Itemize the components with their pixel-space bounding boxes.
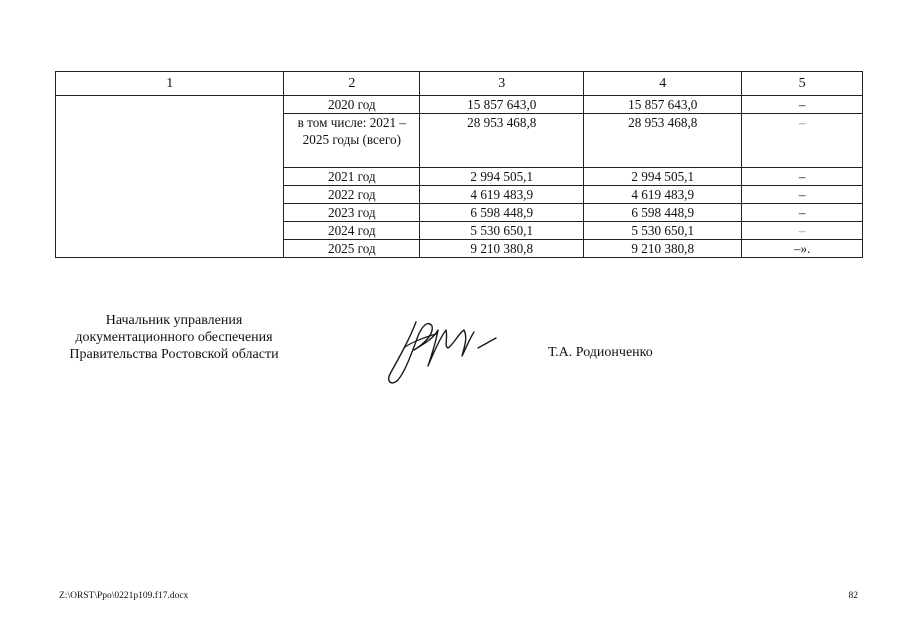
header-cell-3: 3 (420, 72, 584, 96)
table-row (56, 96, 863, 114)
value-cell: 28 953 468,8 (420, 114, 584, 168)
year-cell: в том числе: 2021 – 2025 годы (всего) (284, 114, 420, 168)
handwritten-signature (378, 308, 508, 388)
signer-name: Т.А. Родионченко (548, 345, 653, 360)
value-cell: 2 994 505,1 (584, 168, 742, 186)
header-cell-2: 2 (284, 72, 420, 96)
value-cell: 4 619 483,9 (420, 186, 584, 204)
value-cell: 6 598 448,9 (420, 204, 584, 222)
year-cell: 2021 год (284, 168, 420, 186)
header-cell-4: 4 (584, 72, 742, 96)
page-number: 82 (848, 591, 858, 601)
position-line: документационного обеспечения (75, 330, 273, 345)
value-cell: 28 953 468,8 (584, 114, 742, 168)
year-cell: 2025 год (284, 240, 420, 258)
value-cell: 9 210 380,8 (420, 240, 584, 258)
header-cell-1: 1 (56, 72, 284, 96)
dash-cell: – (742, 204, 863, 222)
value-cell: 9 210 380,8 (584, 240, 742, 258)
header-cell-5: 5 (742, 72, 863, 96)
dash-cell: – (742, 186, 863, 204)
year-cell: 2022 год (284, 186, 420, 204)
year-cell: 2020 год (284, 96, 420, 114)
value-cell: 6 598 448,9 (584, 204, 742, 222)
value-cell: 15 857 643,0 (420, 96, 584, 114)
table-header-row (56, 72, 863, 96)
signer-position (59, 312, 289, 363)
footer-file-path: Z:\ORST\Ppo\0221p109.f17.docx (59, 591, 189, 601)
year-cell: 2024 год (284, 222, 420, 240)
year-cell: 2023 год (284, 204, 420, 222)
value-cell: 5 530 650,1 (584, 222, 742, 240)
value-cell: 5 530 650,1 (420, 222, 584, 240)
position-line: Правительства Ростовской области (69, 347, 279, 362)
value-cell: 4 619 483,9 (584, 186, 742, 204)
dash-cell: – (742, 96, 863, 114)
budget-table (55, 71, 863, 258)
dash-cell: – (742, 168, 863, 186)
value-cell: 15 857 643,0 (584, 96, 742, 114)
position-line: Начальник управления (105, 313, 243, 328)
dash-cell: – (742, 114, 863, 168)
dash-cell: –». (742, 240, 863, 258)
value-cell: 2 994 505,1 (420, 168, 584, 186)
empty-merged-cell (56, 96, 284, 258)
dash-cell: – (742, 222, 863, 240)
